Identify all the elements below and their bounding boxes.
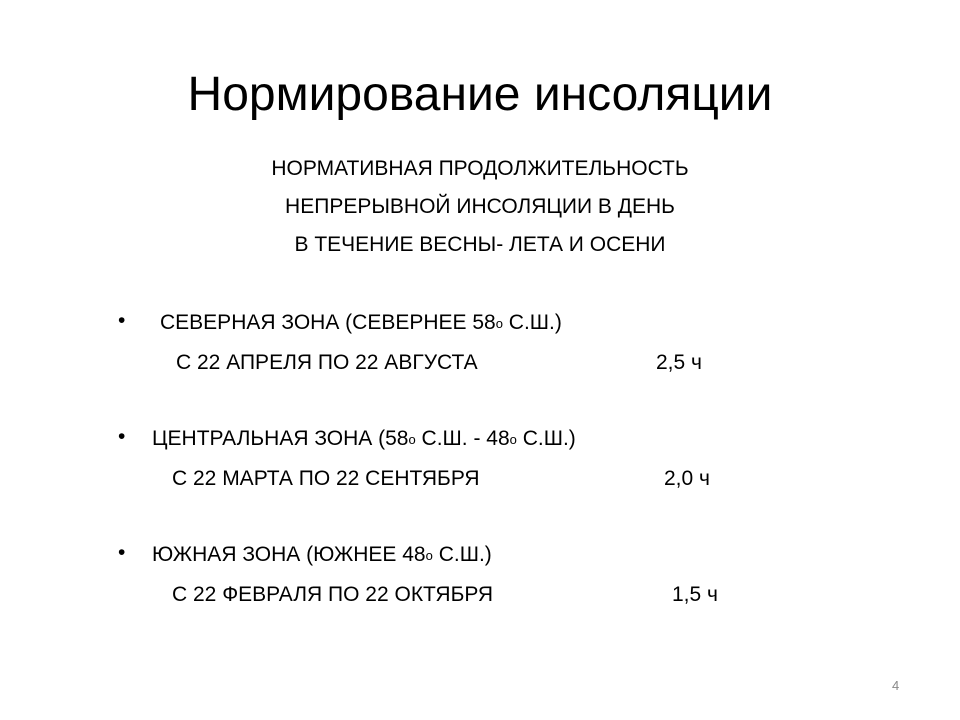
bullet-icon: • xyxy=(118,425,126,448)
slide-title: Нормирование инсоляции xyxy=(187,68,773,121)
zone-heading-text: ЮЖНАЯ ЗОНА (ЮЖНЕЕ 48 xyxy=(152,543,426,566)
degree-mark: о xyxy=(408,432,416,447)
degree-mark: о xyxy=(495,316,503,331)
zone-period: С 22 МАРТА ПО 22 СЕНТЯБРЯ xyxy=(172,467,480,490)
zone-period: С 22 АПРЕЛЯ ПО 22 АВГУСТА xyxy=(176,351,478,374)
zone-heading-text: СЕВЕРНАЯ ЗОНА (СЕВЕРНЕЕ 58 xyxy=(160,311,496,334)
subtitle-line: НЕПРЕРЫВНОЙ ИНСОЛЯЦИИ В ДЕНЬ xyxy=(285,195,675,218)
zone-duration: 2,5 ч xyxy=(656,351,702,374)
subtitle-block xyxy=(0,150,960,264)
zone-heading-text: С.Ш.) xyxy=(432,543,492,566)
zone-duration: 1,5 ч xyxy=(672,583,718,606)
degree-mark: о xyxy=(425,548,433,563)
bullet-icon: • xyxy=(118,541,126,564)
page-number: 4 xyxy=(892,678,900,693)
zone-heading-text: ЦЕНТРАЛЬНАЯ ЗОНА (58 xyxy=(152,427,409,450)
zone-heading xyxy=(152,540,492,572)
subtitle-line: В ТЕЧЕНИЕ ВЕСНЫ- ЛЕТА И ОСЕНИ xyxy=(294,233,666,256)
degree-mark: о xyxy=(509,432,517,447)
zone-heading-text: С.Ш.) xyxy=(502,311,562,334)
zone-period: С 22 ФЕВРАЛЯ ПО 22 ОКТЯБРЯ xyxy=(172,583,494,606)
zone-heading xyxy=(152,424,576,456)
zone-heading xyxy=(160,308,562,340)
zone-duration: 2,0 ч xyxy=(664,467,710,490)
subtitle-line: НОРМАТИВНАЯ ПРОДОЛЖИТЕЛЬНОСТЬ xyxy=(271,157,689,180)
zone-heading-text: С.Ш. - 48 xyxy=(415,427,510,450)
zone-heading-text: С.Ш.) xyxy=(516,427,576,450)
bullet-icon: • xyxy=(118,309,126,332)
